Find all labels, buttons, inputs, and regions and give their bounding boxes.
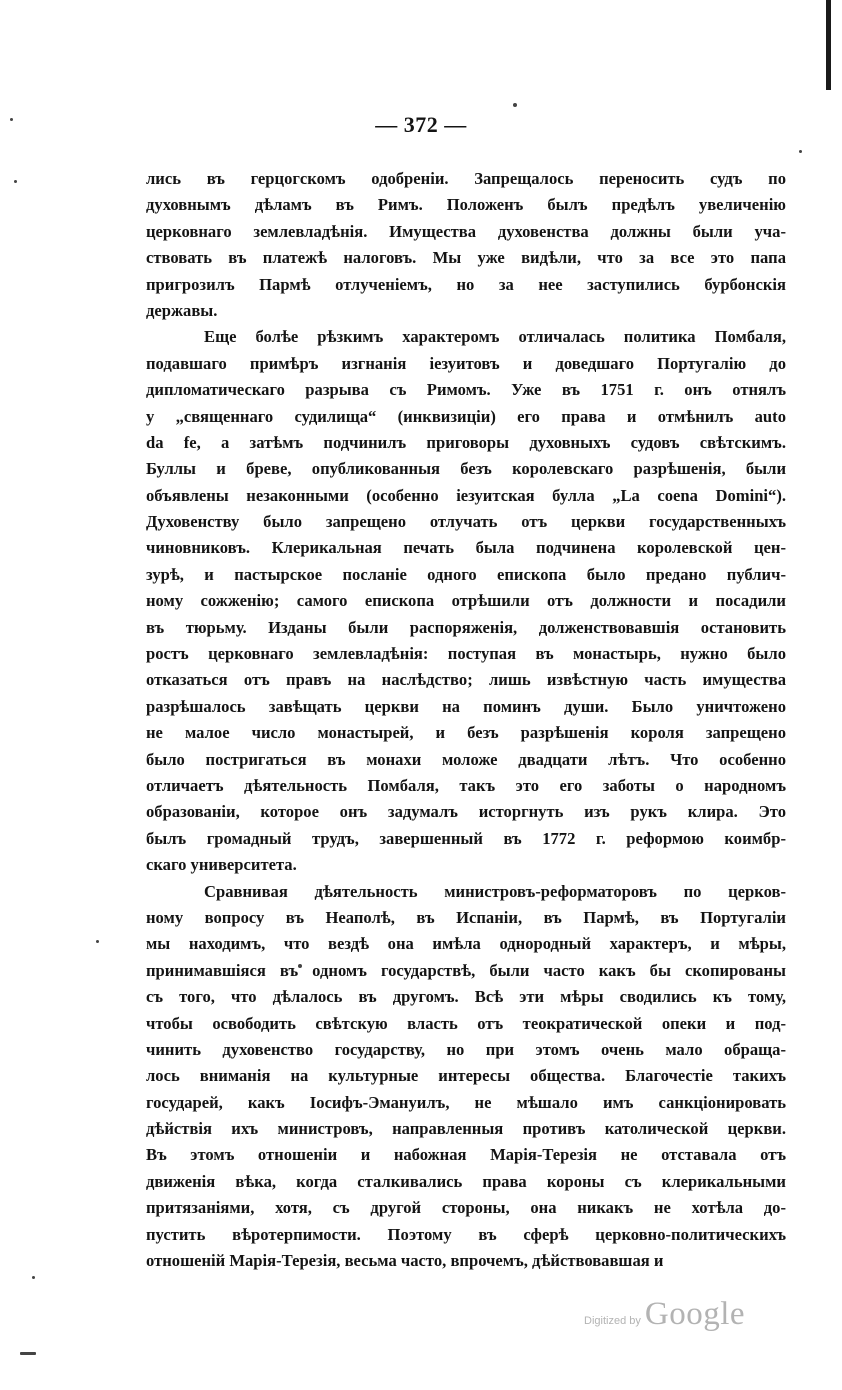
text-line: разрѣшалось завѣщать церкви на поминъ души. Было уничтожено: [146, 696, 786, 716]
text-line: Еще болѣе рѣзкимъ характеромъ отличалась политика Помбаля,: [204, 327, 786, 347]
text-line: скаго университета.: [146, 855, 297, 875]
text-line: у „священнаго судилища“ (инквизиціи) его права и отмѣнилъ auto: [146, 406, 786, 426]
text-line: было постригаться въ монахи моложе двадцати лѣтъ. Что особенно: [146, 749, 786, 769]
ink-speck: [96, 940, 99, 943]
text-line: чиновниковъ. Клерикальная печать была подчинена королевской цен-: [146, 538, 786, 558]
text-line: не малое число монастырей, и безъ разрѣшенія короля запрещено: [146, 723, 786, 743]
text-line: былъ громадный трудъ, завершенный въ 1772 г. реформою коимбр-: [146, 828, 786, 848]
ink-speck: [20, 1352, 36, 1355]
text-line: образованіи, которое онъ задумалъ исторгнуть изъ рукъ клира. Это: [146, 802, 786, 822]
text-line: церковнаго землевладѣнія. Имущества духовенства должны были уча-: [146, 221, 786, 241]
text-line: ствовать въ платежѣ налоговъ. Мы уже видѣли, что за все это папа: [146, 248, 786, 268]
ink-speck: [799, 150, 802, 153]
text-line: духовнымъ дѣламъ въ Римъ. Положенъ былъ предѣлъ увеличенію: [146, 195, 786, 215]
text-line: объявлены незаконными (особенно іезуитская булла „La coena Domini“).: [146, 485, 786, 505]
text-line: da fe, а затѣмъ подчинилъ приговоры духовныхъ судовъ свѣтскимъ.: [146, 432, 786, 452]
text-line: принимавшіяся въ одномъ государствѣ, были часто какъ бы скопированы: [146, 960, 786, 980]
text-line: Сравнивая дѣятельность министровъ-реформаторовъ по церков-: [204, 881, 786, 901]
text-line: отказаться отъ правъ на наслѣдство; лишь извѣстную часть имущества: [146, 670, 786, 690]
text-line: дѣйствія ихъ министровъ, направленныя противъ католической церкви.: [146, 1119, 786, 1139]
text-line: Буллы и бреве, опубликованныя безъ королевскаго разрѣшенія, были: [146, 459, 786, 479]
text-line: притязаніями, хотя, съ другой стороны, она никакъ не хотѣла до-: [146, 1198, 786, 1218]
text-line: движенія вѣка, когда сталкивались права короны съ клерикальными: [146, 1171, 786, 1191]
text-line: ному сожженію; самого епископа отрѣшили отъ должности и посадили: [146, 591, 786, 611]
text-line: отличаетъ дѣятельность Помбаля, такъ это его заботы о народномъ: [146, 775, 786, 795]
text-line: ному вопросу въ Неаполѣ, въ Испаніи, въ Пармѣ, въ Португаліи: [146, 907, 786, 927]
text-line: подавшаго примѣръ изгнанія іезуитовъ и доведшаго Португалію до: [146, 353, 786, 373]
text-body: [146, 166, 786, 1274]
text-line: Духовенству было запрещено отлучать отъ церкви государственныхъ: [146, 512, 786, 532]
text-line: Въ этомъ отношеніи и набожная Марія-Терезія не отставала отъ: [146, 1145, 786, 1165]
text-line: пустить вѣротерпимости. Поэтому въ сферѣ церковно-политическихъ: [146, 1224, 786, 1244]
text-line: зурѣ, и пастырское посланіе одного епископа было предано публич-: [146, 564, 786, 584]
page-number: — 372 —: [375, 112, 467, 137]
paragraph: [146, 324, 786, 878]
watermark-google-text: Google: [644, 1296, 746, 1332]
text-line: государей, какъ Іосифъ-Эмануилъ, не мѣшало имъ санкціонировать: [146, 1092, 786, 1112]
paragraph: [146, 166, 786, 324]
watermark-small-text: Digitized by: [584, 1315, 641, 1327]
paragraph: [146, 879, 786, 1275]
ink-speck: [513, 103, 517, 107]
text-line: лось вниманія на культурные интересы общества. Благочестіе такихъ: [146, 1066, 786, 1086]
text-line: отношеній Марія-Терезія, весьма часто, впрочемъ, дѣйствовавшая и: [146, 1251, 664, 1271]
digitized-by-google-watermark: [584, 1296, 745, 1336]
text-line: лись въ герцогскомъ одобреніи. Запрещалось переносить судъ по: [146, 169, 786, 188]
page-edge-mark: [826, 0, 831, 90]
text-line: съ того, что дѣлалось въ другомъ. Всѣ эти мѣры сводились къ тому,: [146, 987, 786, 1007]
text-line: державы.: [146, 300, 218, 320]
text-line: мы находимъ, что вездѣ она имѣла однородный характеръ, и мѣры,: [146, 934, 786, 954]
ink-speck: [14, 180, 17, 183]
text-line: въ тюрьму. Изданы были распоряженія, долженствовавшія остановить: [146, 617, 786, 637]
text-line: ростъ церковнаго землевладѣнія: поступая въ монастырь, нужно было: [146, 644, 786, 664]
text-line: чинить духовенство государству, но при этомъ очень мало обраща-: [146, 1039, 786, 1059]
text-line: дипломатическаго разрыва съ Римомъ. Уже въ 1751 г. онъ отнялъ: [146, 380, 786, 400]
text-line: чтобы освободить свѣтскую власть отъ теократической опеки и под-: [146, 1013, 786, 1033]
ink-speck: [32, 1276, 35, 1279]
text-line: пригрозилъ Пармѣ отлученіемъ, но за нее заступились бурбонскія: [146, 274, 786, 294]
